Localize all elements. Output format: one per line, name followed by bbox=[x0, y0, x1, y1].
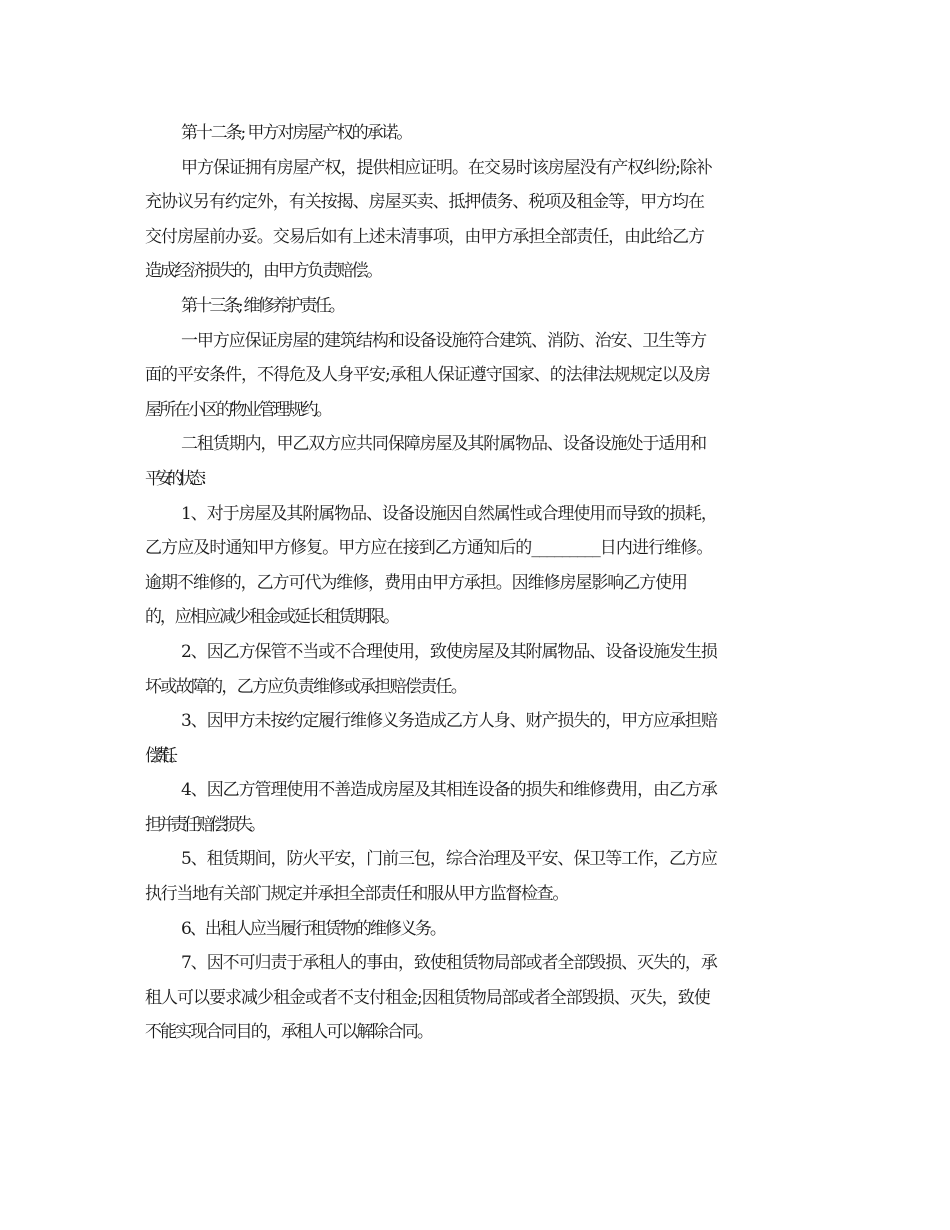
paragraph bbox=[145, 289, 805, 324]
text-line: 第十二条; 甲方对房屋产权的承诺。 bbox=[181, 123, 412, 143]
text-line: 坏或故障的，乙方应负责维修或承担赔偿责任。 bbox=[145, 676, 466, 697]
paragraph bbox=[145, 116, 805, 151]
text-line: 一甲方应保证房屋的建筑结构和设备设施符合建筑、消防、治安、卫生等方 bbox=[181, 330, 706, 351]
text-line: 担并责任赔偿损失。 bbox=[145, 814, 262, 835]
text-line: 执行当地有关部门规定并承担全部责任和服从甲方监督检查。 bbox=[145, 884, 568, 905]
paragraph bbox=[145, 324, 805, 428]
text-line: 充协议另有约定外，有关按揭、房屋买卖、抵押债务、税项及租金等，甲方均在 bbox=[145, 192, 704, 213]
paragraph bbox=[145, 497, 805, 635]
text-line: 甲方保证拥有房屋产权，提供相应证明。在交易时该房屋没有产权纠纷;除补 bbox=[181, 157, 712, 178]
text-line: 3、因甲方未按约定履行维修义务造成乙方人身、财产损失的，甲方应承担赔 bbox=[181, 711, 717, 732]
text-line: 屋所在小区的物业管理规约。 bbox=[145, 399, 330, 420]
text-line: 6、出租人应当履行租赁物的维修义务。 bbox=[181, 918, 445, 939]
paragraph bbox=[145, 773, 805, 842]
paragraph bbox=[145, 946, 805, 1050]
text-line: 4、因乙方管理使用不善造成房屋及其相连设备的损失和维修费用，由乙方承 bbox=[181, 780, 717, 801]
text-line: 平安的状态： bbox=[145, 468, 211, 489]
text-line: 7、因不可归责于承租人的事由，致使租赁物局部或者全部毁损、灭失的，承 bbox=[181, 953, 717, 974]
paragraph bbox=[145, 704, 805, 773]
document-body bbox=[145, 116, 805, 1050]
paragraph bbox=[145, 912, 805, 947]
text-line: 租人可以要求减少租金或者不支付租金;因租赁物局部或者全部毁损、灭失，致使 bbox=[145, 987, 710, 1008]
text-line: 的，应相应减少租金或延长租赁期限。 bbox=[145, 607, 398, 628]
paragraph bbox=[145, 635, 805, 704]
text-line: 1、对于房屋及其附属物品、设备设施因自然属性或合理使用而导致的损耗， bbox=[181, 503, 717, 524]
text-line: 面的平安条件，不得危及人身平安;承租人保证遵守国家、的法律法规规定以及房 bbox=[145, 365, 710, 386]
text-line: 乙方应及时通知甲方修复。甲方应在接到乙方通知后的_________日内进行维修。 bbox=[145, 538, 713, 559]
text-line: 逾期不维修的，乙方可代为维修，费用由甲方承担。因维修房屋影响乙方使用 bbox=[145, 572, 687, 593]
paragraph bbox=[145, 151, 805, 289]
text-line: 造成经济损失的，由甲方负责赔偿。 bbox=[145, 261, 381, 282]
text-line: 不能实现合同目的，承租人可以解除合同。 bbox=[145, 1022, 432, 1043]
paragraph bbox=[145, 427, 805, 496]
text-line: 偿责任。 bbox=[145, 745, 177, 766]
paragraph bbox=[145, 842, 805, 911]
text-line: 二租赁期内，甲乙双方应共同保障房屋及其附属物品、设备设施处于适用和 bbox=[181, 434, 706, 455]
text-line: 2、因乙方保管不当或不合理使用，致使房屋及其附属物品、设备设施发生损 bbox=[181, 641, 717, 662]
text-line: 5、租赁期间，防火平安，门前三包，综合治理及平安、保卫等工作，乙方应 bbox=[181, 849, 717, 870]
text-line: 第十三条; 维修养护责任。 bbox=[181, 295, 344, 316]
text-line: 交付房屋前办妥。交易后如有上述未清事项，由甲方承担全部责任，由此给乙方 bbox=[145, 226, 704, 247]
